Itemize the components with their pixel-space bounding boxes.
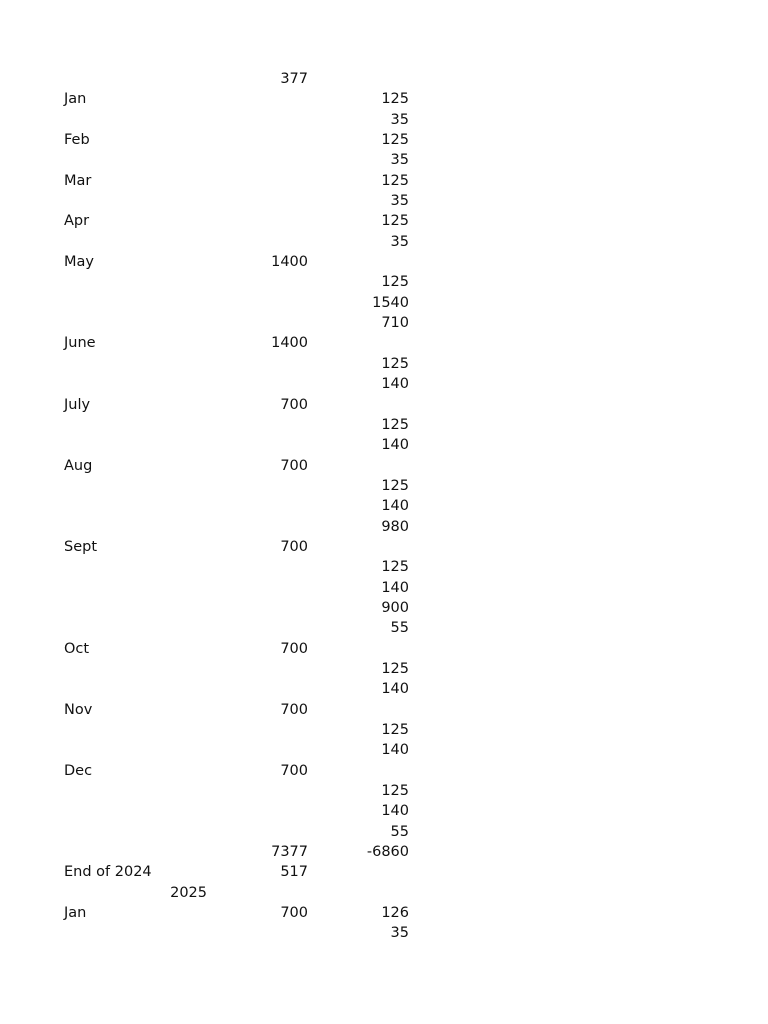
sheet-row (0, 415, 768, 435)
sheet-row (0, 679, 768, 699)
expense-cell: 125 (381, 172, 409, 189)
sheet-row (0, 354, 768, 374)
row-label: Apr (64, 213, 90, 230)
expense-cell: 140 (381, 437, 409, 454)
expense-cell: 35 (390, 152, 409, 169)
sheet-row (0, 333, 768, 353)
sheet-row (0, 639, 768, 659)
sheet-row (0, 618, 768, 638)
income-cell: 700 (280, 640, 308, 657)
sheet-row (0, 395, 768, 415)
year-header-row (0, 883, 768, 903)
sheet-row (0, 232, 768, 252)
sheet-row (0, 211, 768, 231)
expense-cell: 125 (381, 274, 409, 291)
sheet-row (0, 313, 768, 333)
expense-cell: 140 (381, 681, 409, 698)
row-label: Nov (64, 701, 93, 718)
sheet-row (0, 761, 768, 781)
income-cell: 700 (280, 701, 308, 718)
row-label: Jan (64, 91, 87, 108)
income-cell: 700 (280, 538, 308, 555)
expense-cell: 125 (381, 213, 409, 230)
sheet-row (0, 740, 768, 760)
expense-cell: 55 (390, 620, 409, 637)
income-cell: 700 (280, 396, 308, 413)
row-label: June (64, 335, 96, 352)
row-label: Oct (64, 640, 90, 657)
row-label: May (64, 254, 94, 271)
row-label: Sept (64, 538, 98, 555)
income-cell: 700 (280, 762, 308, 779)
row-label: End of 2024 (64, 864, 152, 881)
sheet-row (0, 578, 768, 598)
totals-row (0, 842, 768, 862)
sheet-row (0, 252, 768, 272)
expense-cell: 125 (381, 91, 409, 108)
sheet-row (0, 700, 768, 720)
sheet-row (0, 496, 768, 516)
sheet-row (0, 150, 768, 170)
expense-cell: 35 (390, 925, 409, 942)
expense-cell: 140 (381, 742, 409, 759)
sheet-row (0, 171, 768, 191)
sheet-row (0, 89, 768, 109)
expense-cell: 55 (390, 823, 409, 840)
balance-cell: 517 (280, 864, 308, 881)
year-heading: 2025 (170, 884, 207, 901)
expense-cell: 125 (381, 722, 409, 738)
expense-cell: 900 (381, 599, 409, 616)
expense-total-cell: -6860 (366, 844, 409, 861)
expense-cell: 140 (381, 376, 409, 393)
sheet-row (0, 110, 768, 130)
sheet-row (0, 923, 768, 943)
expense-cell: 1540 (372, 294, 409, 311)
sheet-row (0, 557, 768, 577)
expense-cell: 35 (390, 111, 409, 128)
expense-cell: 140 (381, 579, 409, 596)
sheet-row (0, 374, 768, 394)
expense-cell: 140 (381, 803, 409, 820)
budget-sheet (0, 69, 768, 944)
expense-cell: 125 (381, 660, 409, 677)
sheet-row (0, 903, 768, 923)
income-cell: 1400 (271, 254, 308, 271)
sheet-row (0, 801, 768, 821)
expense-cell: 125 (381, 132, 409, 149)
expense-cell: 980 (381, 518, 409, 535)
income-cell: 700 (280, 905, 308, 922)
year-end-row (0, 862, 768, 882)
income-cell: 377 (280, 71, 308, 87)
row-label: July (64, 396, 91, 413)
income-cell: 1400 (271, 335, 308, 352)
expense-cell: 125 (381, 783, 409, 800)
sheet-row (0, 659, 768, 679)
expense-cell: 710 (381, 315, 409, 332)
row-label: Dec (64, 762, 93, 779)
expense-cell: 125 (381, 416, 409, 433)
income-total-cell: 7377 (271, 844, 308, 861)
sheet-row (0, 476, 768, 496)
expense-cell: 126 (381, 905, 409, 922)
sheet-row (0, 69, 768, 89)
sheet-row (0, 130, 768, 150)
sheet-row (0, 293, 768, 313)
sheet-row (0, 598, 768, 618)
sheet-row (0, 517, 768, 537)
expense-cell: 125 (381, 355, 409, 372)
sheet-row (0, 781, 768, 801)
sheet-row (0, 191, 768, 211)
income-cell: 700 (280, 457, 308, 474)
sheet-row (0, 435, 768, 455)
row-label: Jan (64, 905, 87, 922)
row-label: Aug (64, 457, 93, 474)
row-label: Mar (64, 172, 92, 189)
sheet-row (0, 822, 768, 842)
expense-cell: 35 (390, 193, 409, 210)
expense-cell: 140 (381, 498, 409, 515)
sheet-row (0, 537, 768, 557)
sheet-row (0, 272, 768, 292)
expense-cell: 35 (390, 233, 409, 250)
expense-cell: 125 (381, 559, 409, 576)
sheet-row (0, 720, 768, 740)
sheet-row (0, 456, 768, 476)
expense-cell: 125 (381, 477, 409, 494)
row-label: Feb (64, 132, 90, 149)
